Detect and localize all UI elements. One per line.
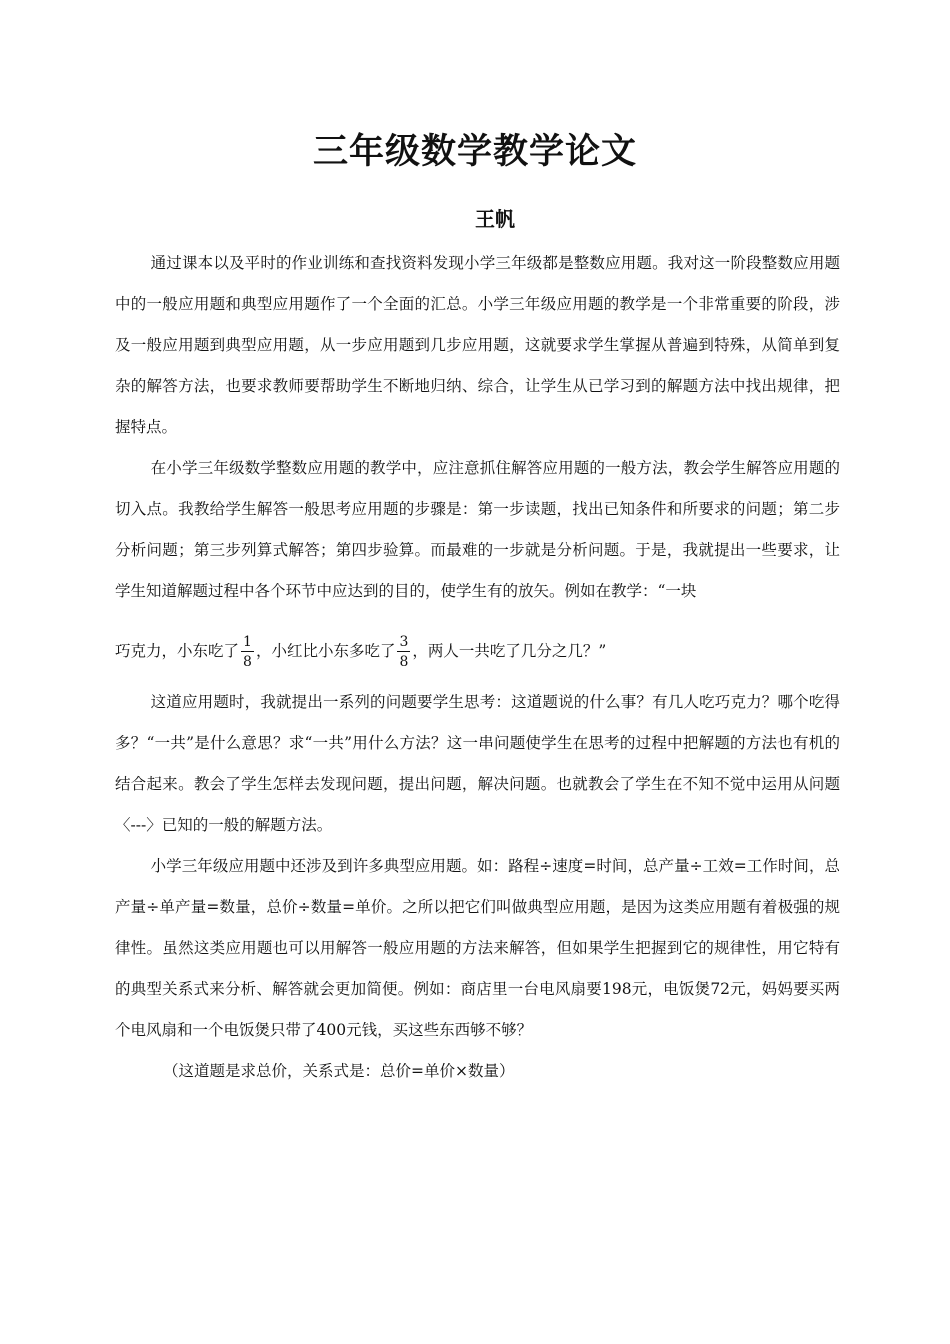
document-title: 三年级数学教学论文 [312,132,637,172]
paragraph: 这道应用题时，我就提出一系列的问题要学生思考：这道题说的什么事？有几人吃巧克力？哪个吃得多？“一共”是什么意思？求“一共”用什么方法？这一串问题使学生在思考的过程中把解题的方法也有机的结合起来。教会了学生怎样去发现问题，提出问题，解决问题。也就教会了学生在不知不觉中运用从问题〈---〉已知的一般的解题方法。 [115,693,840,834]
fraction-numerator: 1 [243,634,252,650]
text-segment: ，小红比小东多吃了 [255,642,396,660]
author-name: 王帆 [475,207,515,231]
text-segment: ，两人一共吃了几分之几？” [412,642,607,660]
paragraph: 在小学三年级数学整数应用题的教学中，应注意抓住解答应用题的一般方法，教会学生解答应用题的切入点。我教给学生解答一般思考应用题的步骤是：第一步读题，找出已知条件和所要求的问题；第二步分析问题；第三步列算式解答；第四步验算。而最难的一步就是分析问题。于是，我就提出一些要求，让学生知道解题过程中各个环节中应达到的目的，使学生有的放矢。例如在教学：“一块 [115,459,840,600]
fraction-denominator: 8 [399,654,409,670]
document-body [115,243,840,1092]
text-segment: 巧克力，小东吃了 [115,642,240,660]
fraction-numerator: 3 [399,634,409,650]
fraction-paragraph [115,617,840,682]
paragraph: 小学三年级应用题中还涉及到许多典型应用题。如：路程÷速度=时间，总产量÷工效=工作时间，总产量÷单产量=数量，总价÷数量=单价。之所以把它们叫做典型应用题，是因为这类应用题有着极强的规律性。虽然这类应用题也可以用解答一般应用题的方法来解答，但如果学生把握到它的规律性，用它特有的典型关系式来分析、解答就会更加简便。例如：商店里一台电风扇要198元，电饭煲72元，妈妈要买两个电风扇和一个电饭煲只带了400元钱，买这些东西够不够？ [115,857,840,1039]
fraction-denominator: 8 [243,654,252,670]
fraction [241,635,254,669]
fraction [397,635,410,669]
note-paragraph: （这道题是求总价，关系式是：总价=单价×数量） [163,1062,515,1080]
paragraph: 通过课本以及平时的作业训练和查找资料发现小学三年级都是整数应用题。我对这一阶段整数应用题中的一般应用题和典型应用题作了一个全面的汇总。小学三年级应用题的教学是一个非常重要的阶段，涉及一般应用题到典型应用题，从一步应用题到几步应用题，这就要求学生掌握从普遍到特殊，从简单到复杂的解答方法，也要求教师要帮助学生不断地归纳、综合，让学生从已学习到的解题方法中找出规律，把握特点。 [115,254,840,436]
